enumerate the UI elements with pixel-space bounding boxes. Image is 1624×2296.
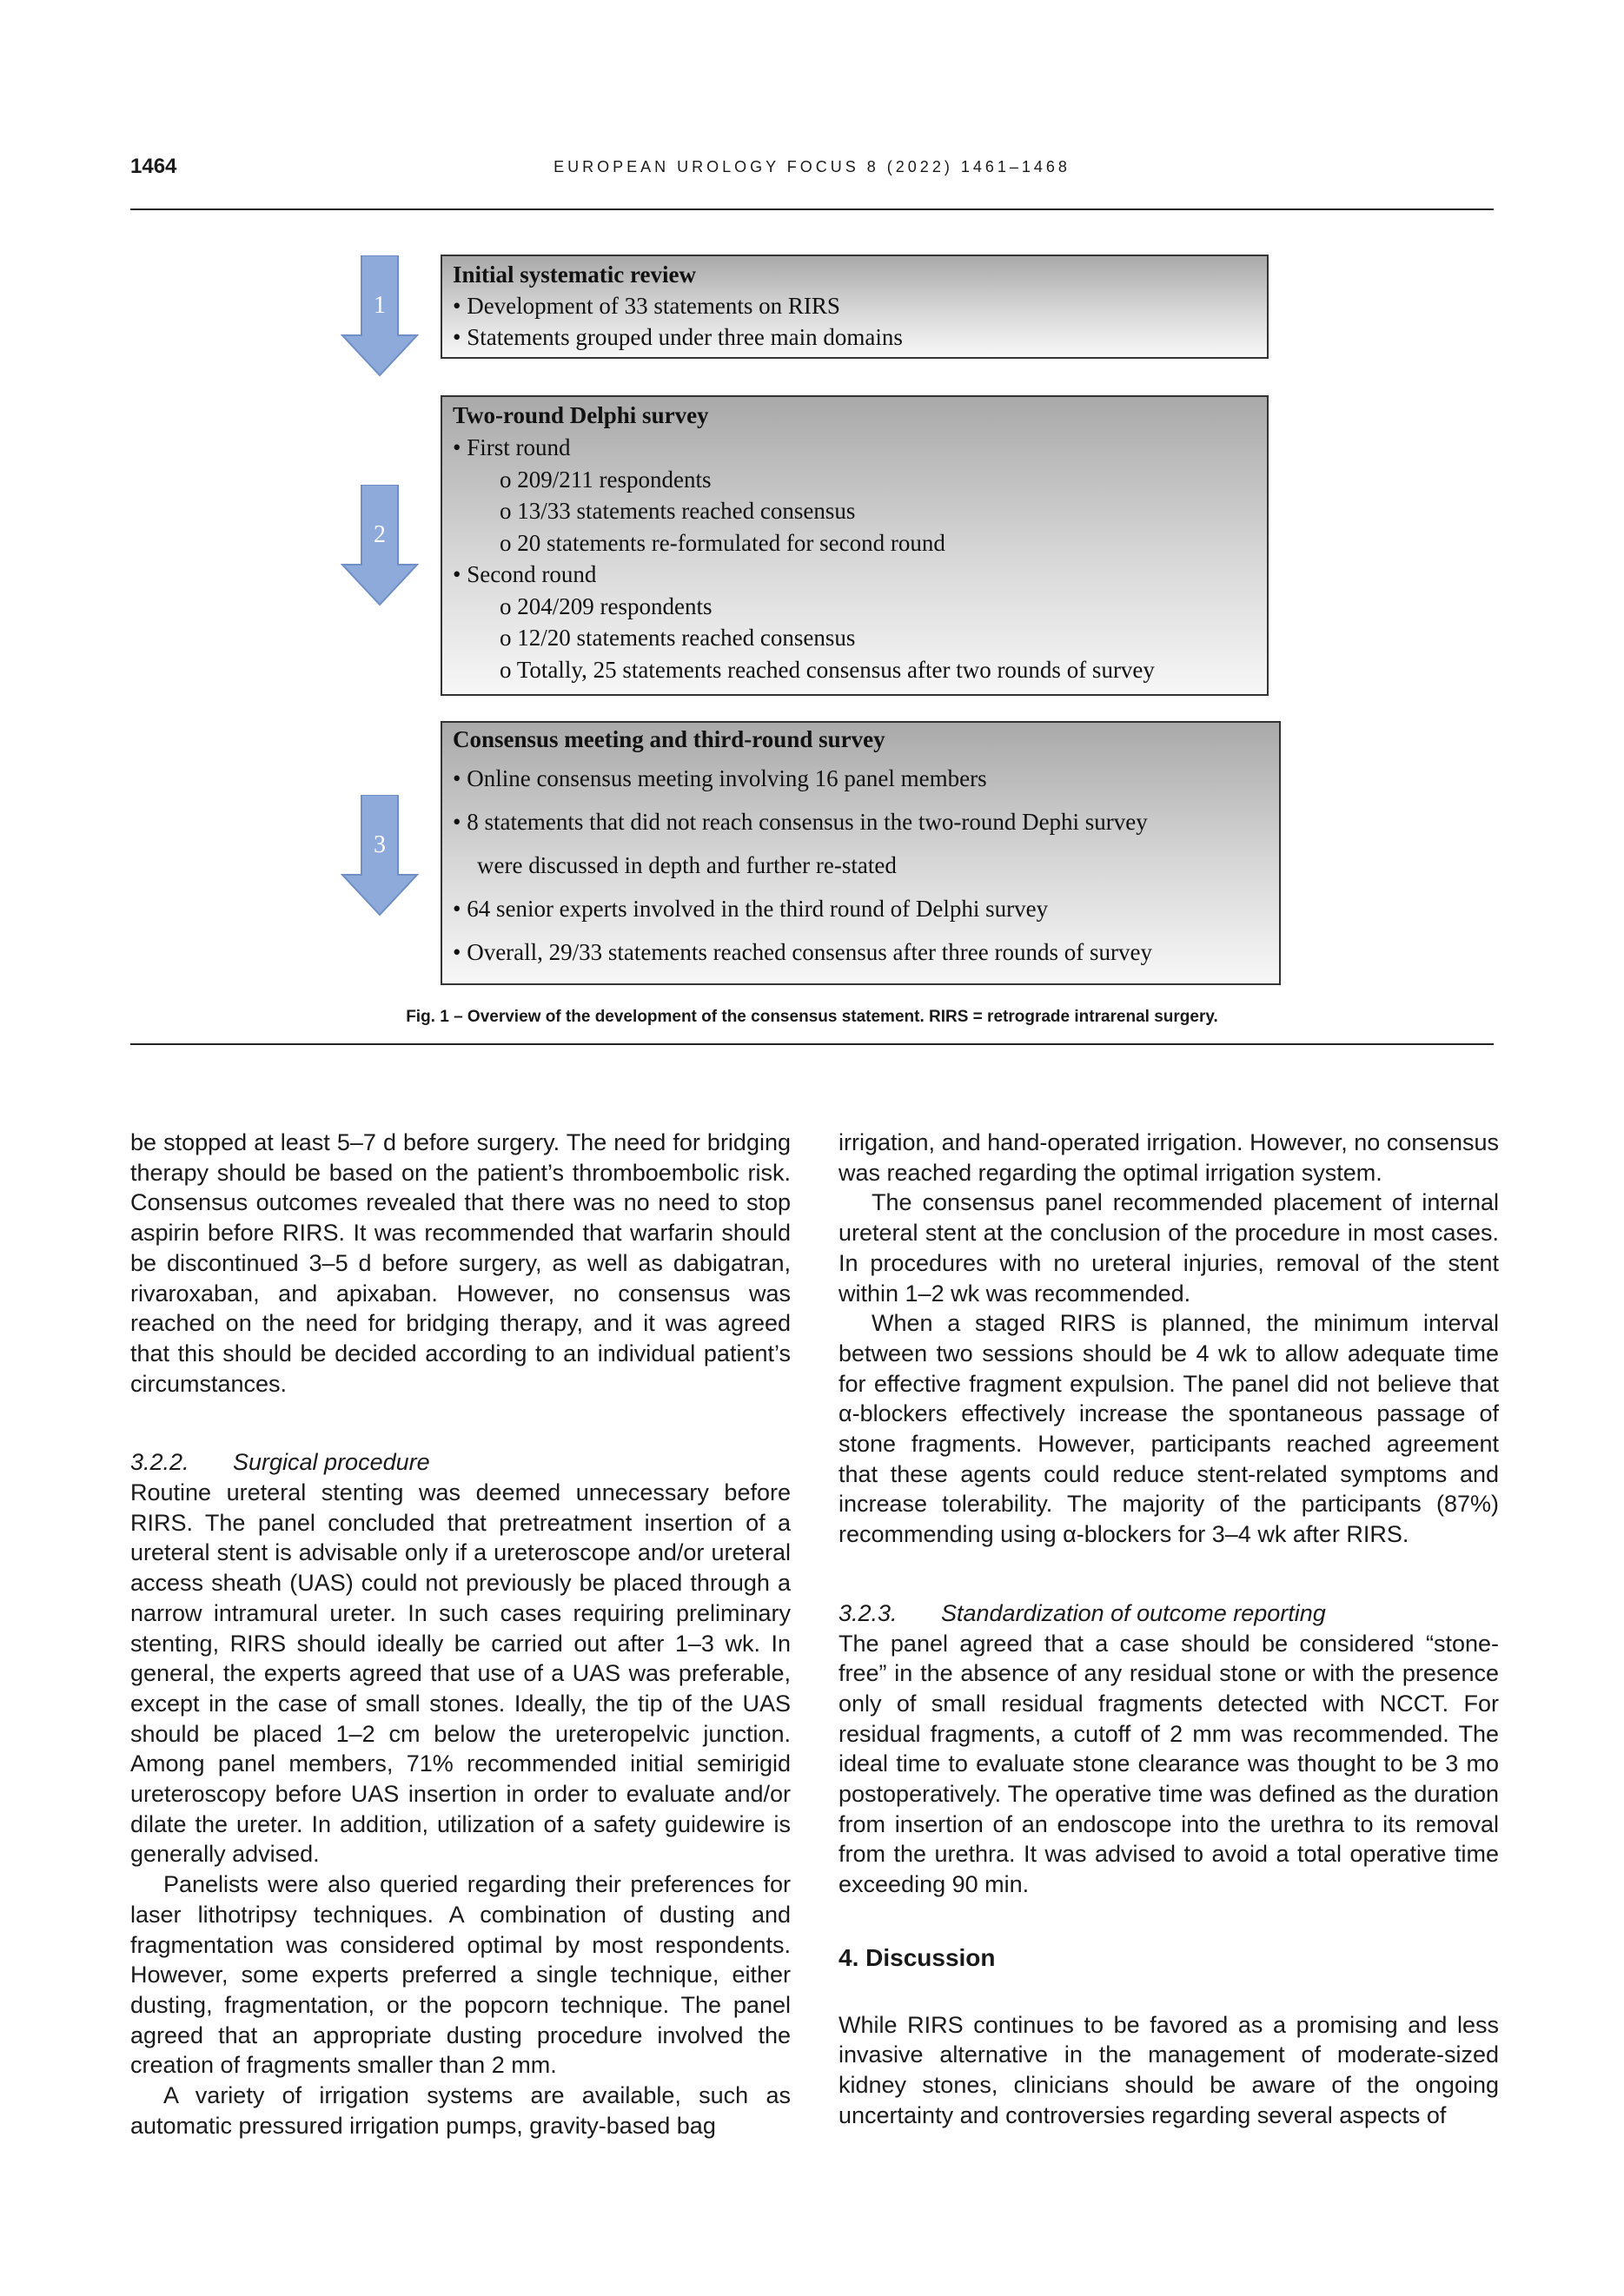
subsection-title: Surgical procedure [233, 1449, 430, 1476]
subsection-number: 3.2.3. [839, 1599, 898, 1626]
step-3-line: • 8 statements that did not reach consensus in the two-round Dephi survey [453, 809, 1148, 835]
paragraph: irrigation, and hand-operated irrigation. However, no consensus was reached regarding the optimal irrigation system. [839, 1129, 1499, 1186]
step-1-arrow-icon [341, 255, 419, 377]
paragraph: A variety of irrigation systems are available, such as automatic pressured irrigation pumps, gravity-based bag [130, 2082, 791, 2139]
step-3-number: 3 [374, 831, 386, 858]
step-2-line: o Totally, 25 statements reached consensus after two rounds of survey [500, 657, 1155, 683]
step-2-line: o 12/20 statements reached consensus [500, 625, 856, 651]
right-column [839, 1128, 1499, 2130]
step-2-line: o 209/211 respondents [500, 466, 712, 493]
step-1-number: 1 [374, 292, 386, 319]
step-2-number: 2 [374, 521, 386, 548]
paragraph: Panelists were also queried regarding their preferences for laser lithotripsy techniques. A combination of dusting and fragmentation was considered optimal by most respondents. However, some experts preferred a single technique, either dusting, fragmentation, or the popcorn technique. The panel agreed that an appropriate dusting procedure involved the creation of fragments smaller than 2 mm. [130, 1871, 791, 2079]
step-2-line: • First round [453, 434, 571, 460]
step-2-line: o 13/33 statements reached consensus [500, 498, 856, 524]
paragraph: When a staged RIRS is planned, the minimum interval between two sessions should be 4 wk to allow adequate time for effective fragment expulsion. The panel did not believe that α-blockers effectively increase the spontaneous passage of stone fragments. However, participants reached agreement that these agents could reduce stent-related symptoms and increase tolerability. The majority of the participants (87%) recommending using α-blockers for 3–4 wk after RIRS. [839, 1310, 1499, 1548]
step-1-title: Initial systematic review [453, 261, 696, 288]
step-3-title: Consensus meeting and third-round survey [453, 726, 885, 752]
step-1-line: • Development of 33 statements on RIRS [453, 293, 840, 319]
subsection-heading [130, 1447, 791, 1478]
paragraph: The panel agreed that a case should be considered “stone-free” in the absence of any residual stone or with the presence only of small residual fragments detected with NCCT. For residual fragments, a cutoff of 2 mm was recommended. The ideal time to evaluate stone clearance was thought to be 3 mo postoperatively. The operative time was defined as the duration from insertion of an endoscope into the urethra to its removal from the urethra. It was advised to avoid a total operative time exceeding 90 min. [839, 1630, 1499, 1898]
step-1-line: • Statements grouped under three main domains [453, 324, 903, 350]
step-3-line: • 64 senior experts involved in the third round of Delphi survey [453, 896, 1049, 922]
journal-title: EUROPEAN UROLOGY FOCUS 8 (2022) 1461–1468 [553, 158, 1071, 175]
subsection-heading [839, 1598, 1499, 1629]
step-2-arrow-icon [341, 485, 419, 606]
paragraph: be stopped at least 5–7 d before surgery. The need for bridging therapy should be based on the patient’s thromboembolic risk. Consensus outcomes revealed that there was no need to stop aspirin before RIRS. It was recommended that warfarin should be discontinued 3–5 d before surgery, as well as dabigatran, rivaroxaban, and apixaban. However, no consensus was reached on the need for bridging therapy, and it was agreed that this should be decided according to an individual patient’s circumstances. [130, 1129, 791, 1397]
step-2-title: Two-round Delphi survey [453, 402, 709, 428]
figure-rule [130, 1043, 1494, 1045]
paragraph: While RIRS continues to be favored as a promising and less invasive alternative in the management of moderate-sized kidney stones, clinicians should be aware of the ongoing uncertainty and controversies regarding several aspects of [839, 2011, 1499, 2128]
page-number: 1464 [130, 155, 177, 178]
left-column [130, 1128, 791, 2141]
step-3-arrow-icon [341, 795, 419, 916]
step-2-line: o 20 statements re-formulated for second round [500, 530, 945, 556]
step-3-line: were discussed in depth and further re-stated [477, 852, 897, 878]
paragraph: Routine ureteral stenting was deemed unnecessary before RIRS. The panel concluded that pretreatment insertion of a ureteral stent is advisable only if a ureteroscope and/or ureteral access sheath (UAS) could not previously be placed through a narrow intramural ureter. In such cases requiring preliminary stenting, RIRS should ideally be carried out after 1–3 wk. In general, the experts agreed that use of a UAS was preferable, except in the case of small stones. Ideally, the tip of the UAS should be placed 1–2 cm below the ureteropelvic junction. Among panel members, 71% recommended initial semirigid ureteroscopy before UAS insertion in order to evaluate and/or dilate the ureter. In addition, utilization of a safety guidewire is generally advised. [130, 1479, 791, 1868]
figure-caption: Fig. 1 – Overview of the development of the consensus statement. RIRS = retrograde intrarenal surgery. [406, 1008, 1218, 1026]
subsection-number: 3.2.2. [130, 1449, 189, 1476]
step-3-line: • Online consensus meeting involving 16 panel members [453, 765, 987, 791]
step-2-line: o 204/209 respondents [500, 593, 713, 619]
step-1-box [441, 255, 1269, 359]
step-3-line: • Overall, 29/33 statements reached consensus after three rounds of survey [453, 939, 1152, 965]
section-heading: 4. Discussion [839, 1943, 996, 1971]
step-3-box [441, 721, 1281, 985]
step-2-box [441, 395, 1269, 696]
figure-1 [0, 0, 1624, 1042]
step-2-line: • Second round [453, 561, 597, 587]
subsection-title: Standardization of outcome reporting [941, 1599, 1326, 1626]
paragraph: The consensus panel recommended placement of internal ureteral stent at the conclusion of the procedure in most cases. In procedures with no ureteral injuries, removal of the stent within 1–2 wk was recommended. [839, 1189, 1499, 1307]
